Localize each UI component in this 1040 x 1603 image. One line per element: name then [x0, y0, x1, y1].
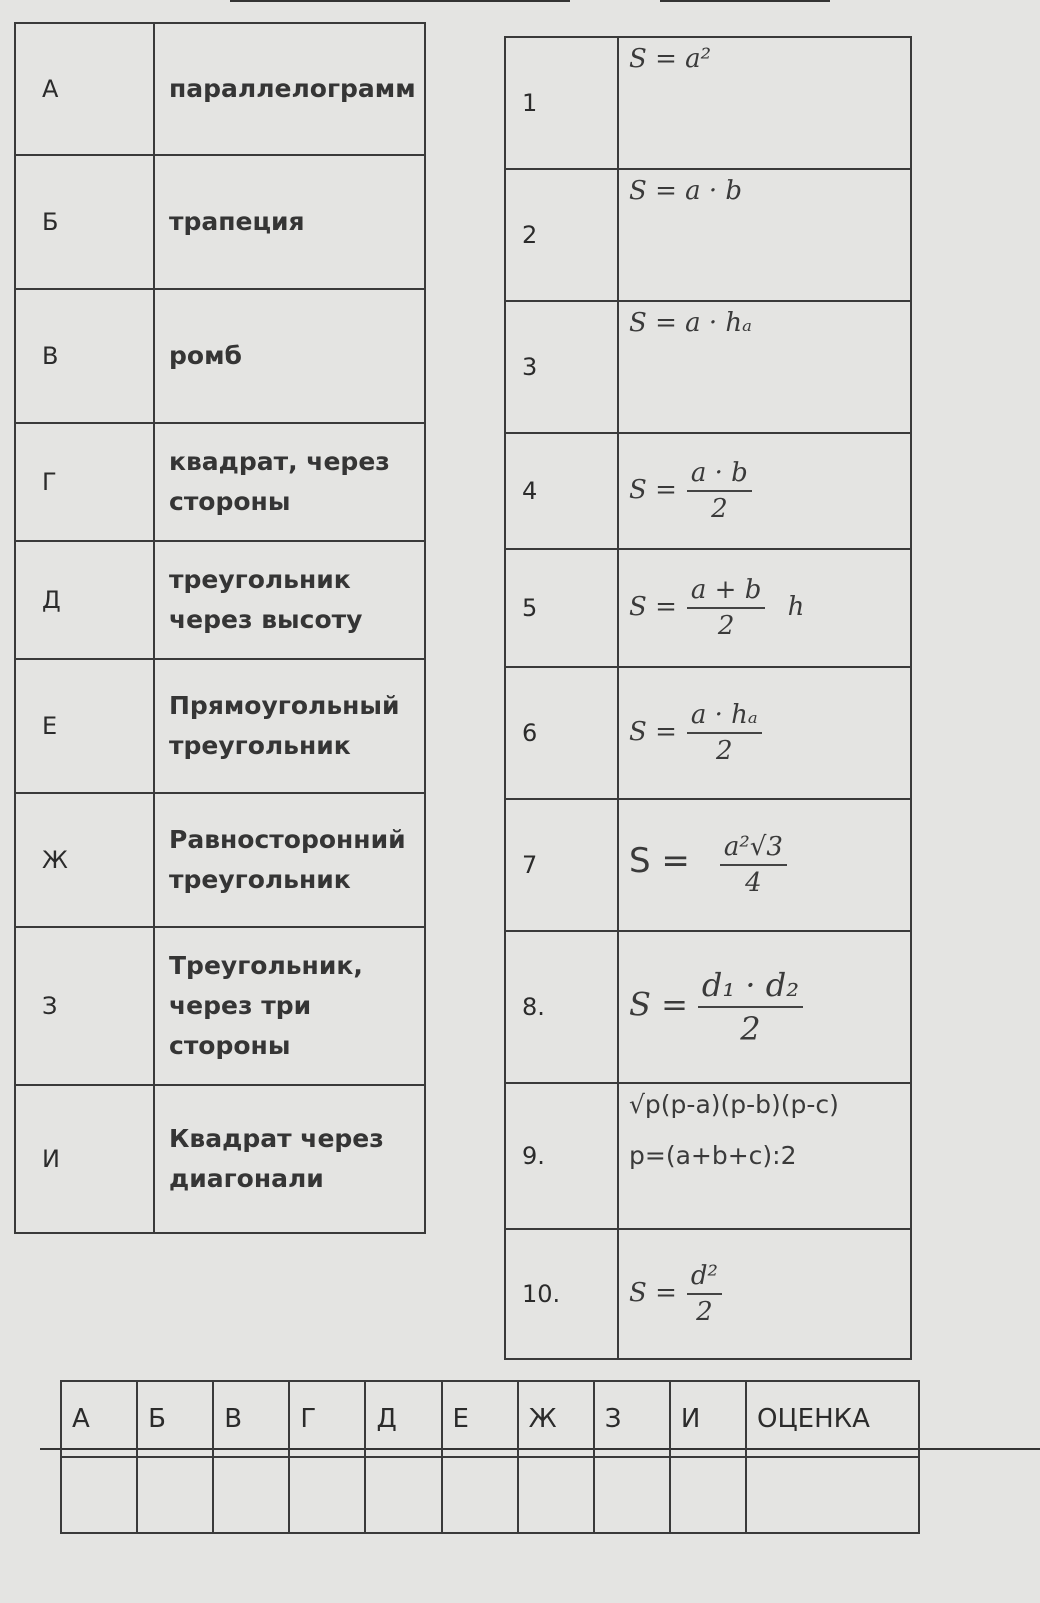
- shape-label: треугольник через высоту: [154, 541, 425, 659]
- table-row: [505, 37, 911, 169]
- fraction-numerator: a + b: [687, 575, 765, 609]
- shape-label: Прямоугольный треугольник: [154, 659, 425, 793]
- table-row: [505, 1229, 911, 1359]
- table-row: [505, 799, 911, 931]
- fraction-denominator: 4: [745, 868, 762, 898]
- formula: [618, 1229, 911, 1359]
- table-row: [15, 927, 425, 1085]
- shape-label: квадрат, через стороны: [154, 423, 425, 541]
- answer-cell[interactable]: [289, 1457, 365, 1533]
- table-row: [15, 23, 425, 155]
- fraction-numerator: d²: [687, 1261, 722, 1295]
- table-row: [505, 169, 911, 301]
- table-row: [505, 1083, 911, 1229]
- answer-header-cell: З: [594, 1381, 670, 1457]
- shape-letter: Е: [15, 659, 154, 793]
- fraction-denominator: 2: [740, 1010, 761, 1048]
- fraction-numerator: a²√3: [720, 832, 787, 866]
- table-row: [505, 667, 911, 799]
- formula-number: 9.: [505, 1083, 618, 1229]
- fraction-numerator: a · hₐ: [687, 700, 762, 734]
- shape-letter: Ж: [15, 793, 154, 927]
- answer-header-cell: А: [61, 1381, 137, 1457]
- fraction: [687, 458, 752, 524]
- shape-letter: А: [15, 23, 154, 155]
- grade-cell[interactable]: [746, 1457, 919, 1533]
- answer-cell[interactable]: [61, 1457, 137, 1533]
- table-row: [505, 433, 911, 549]
- formula: [618, 549, 911, 667]
- formula-number: 4: [505, 433, 618, 549]
- formula-lhs: S =: [629, 841, 690, 881]
- answer-header-cell: И: [670, 1381, 746, 1457]
- formula: S = a · b: [618, 169, 911, 301]
- shape-letter: Г: [15, 423, 154, 541]
- formula: [618, 1083, 911, 1229]
- formulas-table: [504, 36, 912, 1360]
- formula: [618, 799, 911, 931]
- semi-perimeter-formula: p=(a+b+c):2: [629, 1141, 797, 1170]
- formula-number: 7: [505, 799, 618, 931]
- answer-grid: [60, 1380, 920, 1534]
- formula-lhs: S =: [629, 475, 677, 505]
- table-row: [15, 155, 425, 289]
- answer-header-cell: Б: [137, 1381, 213, 1457]
- table-row: [505, 549, 911, 667]
- formula-lhs: S =: [629, 592, 677, 622]
- formula-lhs: S =: [629, 1278, 677, 1308]
- table-row: [505, 931, 911, 1083]
- table-row: [15, 1085, 425, 1233]
- table-row: [15, 423, 425, 541]
- answer-cell[interactable]: [594, 1457, 670, 1533]
- answer-header-cell: Е: [442, 1381, 518, 1457]
- answer-header-row: [61, 1381, 919, 1457]
- table-row: [15, 793, 425, 927]
- formula: S = a · hₐ: [618, 301, 911, 433]
- fraction: [698, 966, 803, 1048]
- shape-label: Равносторонний треугольник: [154, 793, 425, 927]
- shape-letter: В: [15, 289, 154, 423]
- formula-multiplier: h: [787, 592, 805, 622]
- top-rule-right: [660, 0, 830, 2]
- shape-letter: Д: [15, 541, 154, 659]
- formula-number: 2: [505, 169, 618, 301]
- answer-header-cell: В: [213, 1381, 289, 1457]
- answer-cell[interactable]: [365, 1457, 441, 1533]
- fraction: [720, 832, 787, 898]
- formula: [618, 433, 911, 549]
- shape-letter: З: [15, 927, 154, 1085]
- formula-number: 1: [505, 37, 618, 169]
- answer-cell[interactable]: [442, 1457, 518, 1533]
- shape-letter: Б: [15, 155, 154, 289]
- fraction-denominator: 2: [696, 1297, 713, 1327]
- formula-lhs: S =: [629, 717, 677, 747]
- shape-label: трапеция: [154, 155, 425, 289]
- formula-number: 5: [505, 549, 618, 667]
- shape-letter: И: [15, 1085, 154, 1233]
- answer-row: [61, 1457, 919, 1533]
- fraction: [687, 1261, 722, 1327]
- answer-header-cell: Ж: [518, 1381, 594, 1457]
- answer-cell[interactable]: [137, 1457, 213, 1533]
- answer-cell[interactable]: [670, 1457, 746, 1533]
- formula: [618, 667, 911, 799]
- formula-number: 8.: [505, 931, 618, 1083]
- shape-label: Треугольник, через три стороны: [154, 927, 425, 1085]
- formula-number: 6: [505, 667, 618, 799]
- fraction-numerator: d₁ · d₂: [698, 966, 803, 1008]
- formula: S = a²: [618, 37, 911, 169]
- fraction: [687, 700, 762, 766]
- formula-lhs: S =: [629, 985, 688, 1024]
- answer-header-cell: Д: [365, 1381, 441, 1457]
- grade-header-cell: ОЦЕНКА: [746, 1381, 919, 1457]
- top-rule-left: [230, 0, 570, 2]
- fraction-denominator: 2: [717, 611, 735, 641]
- fraction-numerator: a · b: [687, 458, 752, 492]
- table-row: [15, 659, 425, 793]
- fraction-denominator: 2: [716, 736, 733, 766]
- formula-number: 10.: [505, 1229, 618, 1359]
- fraction-denominator: 2: [711, 494, 728, 524]
- formula: [618, 931, 911, 1083]
- shape-label: ромб: [154, 289, 425, 423]
- answer-cell[interactable]: [518, 1457, 594, 1533]
- heron-formula: √p(p-a)(p-b)(p-c): [629, 1090, 839, 1119]
- table-row: [15, 289, 425, 423]
- table-row: [505, 301, 911, 433]
- formula-number: 3: [505, 301, 618, 433]
- answer-cell[interactable]: [213, 1457, 289, 1533]
- fraction: [687, 575, 765, 641]
- table-row: [15, 541, 425, 659]
- shapes-table: [14, 22, 426, 1234]
- shape-label: параллелограмм: [154, 23, 425, 155]
- answer-header-cell: Г: [289, 1381, 365, 1457]
- shape-label: Квадрат через диагонали: [154, 1085, 425, 1233]
